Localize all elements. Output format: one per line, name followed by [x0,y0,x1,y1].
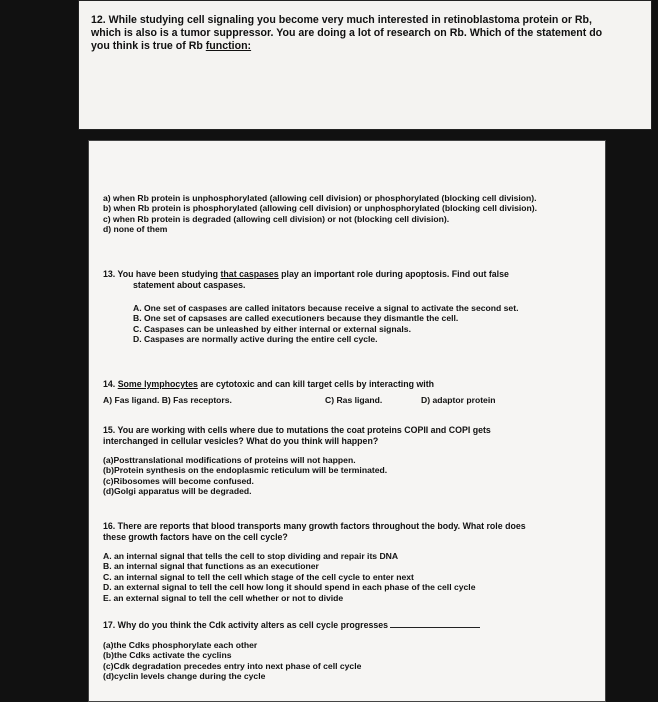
option-a[interactable]: A. One set of caspases are called initators because receive a signal to activate the second set. [133,303,519,313]
option-d[interactable]: D. an external signal to tell the cell how long it should spend in each phase of the cell cycle [103,582,476,593]
answer-blank [390,619,480,628]
option-c[interactable]: C. Caspases can be unleashed by either internal or external signals. [133,323,411,334]
option-b[interactable]: b) when Rb protein is phosphorylated (allowing cell division) or unphosphorylated (blocking cell division). [103,203,538,214]
option-d[interactable]: (d)Golgi apparatus will be degraded. [103,486,252,497]
question-15-options [103,455,593,497]
question-16-options [103,551,593,603]
question-16-line: these growth factors have on the cell cycle? [103,532,288,542]
question-13-line: 13. You have been studying that caspases play an important role during apoptosis. Find out false [103,269,509,279]
option-ab[interactable]: A) Fas ligand. B) Fas receptors. [103,395,232,405]
option-c[interactable]: C) Ras ligand. [325,395,383,405]
option-b[interactable]: B. an internal signal that functions as an executioner [103,561,319,572]
option-d[interactable]: D) adaptor protein [421,395,496,405]
question-17-options [103,640,593,682]
option-d[interactable]: D. Caspases are normally active during the entire cell cycle. [133,334,378,345]
option-a[interactable]: (a)the Cdks phosphorylate each other [103,640,258,650]
option-b[interactable]: (b)the Cdks activate the cyclins [103,650,232,661]
underlined-phrase: that caspases [220,269,279,279]
option-c[interactable]: C. an internal signal to tell the cell which stage of the cell cycle to enter next [103,571,414,582]
question-13 [103,269,593,345]
question-16 [103,521,593,603]
question-15 [103,425,593,497]
option-b[interactable]: B. One set of capsases are called executioners because they dismantle the cell. [133,313,459,324]
question-13-options [103,303,593,345]
option-e[interactable]: E. an external signal to tell the cell whether or not to divide [103,592,344,603]
question-13-line: statement about caspases. [133,280,246,290]
question-17 [103,619,593,682]
question-17-line: 17. Why do you think the Cdk activity alters as cell cycle progresses [103,619,593,631]
underlined-word: function: [205,40,252,52]
question-12-line: you think is true of Rb function: [91,40,252,52]
option-a[interactable]: A. an internal signal that tells the cell to stop dividing and repair its DNA [103,551,399,561]
option-c[interactable]: c) when Rb protein is degraded (allowing cell division) or not (blocking cell division). [103,213,450,224]
option-d[interactable]: (d)cyclin levels change during the cycle [103,671,266,682]
option-a[interactable]: (a)Posttranslational modifications of proteins will not happen. [103,455,356,465]
option-d[interactable]: d) none of them [103,224,168,235]
question-14-line: 14. Some lymphocytes are cytotoxic and can kill target cells by interacting with [103,379,434,389]
question-12-text [91,14,639,53]
question-12-panel [78,0,652,130]
answers-panel [88,140,606,702]
question-12-options [103,193,593,235]
option-c[interactable]: (c)Ribosomes will become confused. [103,475,254,486]
question-12-line: which is also is a tumor suppressor. You are doing a lot of research on Rb. Which of the statement do [91,27,603,39]
option-b[interactable]: (b)Protein synthesis on the endoplasmic reticulum will be terminated. [103,465,388,476]
option-a[interactable]: a) when Rb protein is unphosphorylated (allowing cell division) or phosphorylated (blocking cell division). [103,193,537,203]
question-12-line: 12. While studying cell signaling you become very much interested in retinoblastoma protein or Rb, [91,14,592,26]
question-14-options [103,395,593,407]
question-15-line: 15. You are working with cells where due to mutations the coat proteins COPII and COPI gets [103,425,491,435]
question-16-line: 16. There are reports that blood transports many growth factors throughout the body. What role does [103,521,526,531]
question-15-line: interchanged in cellular vesicles? What do you think will happen? [103,436,379,446]
option-c[interactable]: (c)Cdk degradation precedes entry into next phase of cell cycle [103,660,362,671]
underlined-phrase: Some lymphocytes [117,379,198,389]
question-14 [103,379,593,407]
